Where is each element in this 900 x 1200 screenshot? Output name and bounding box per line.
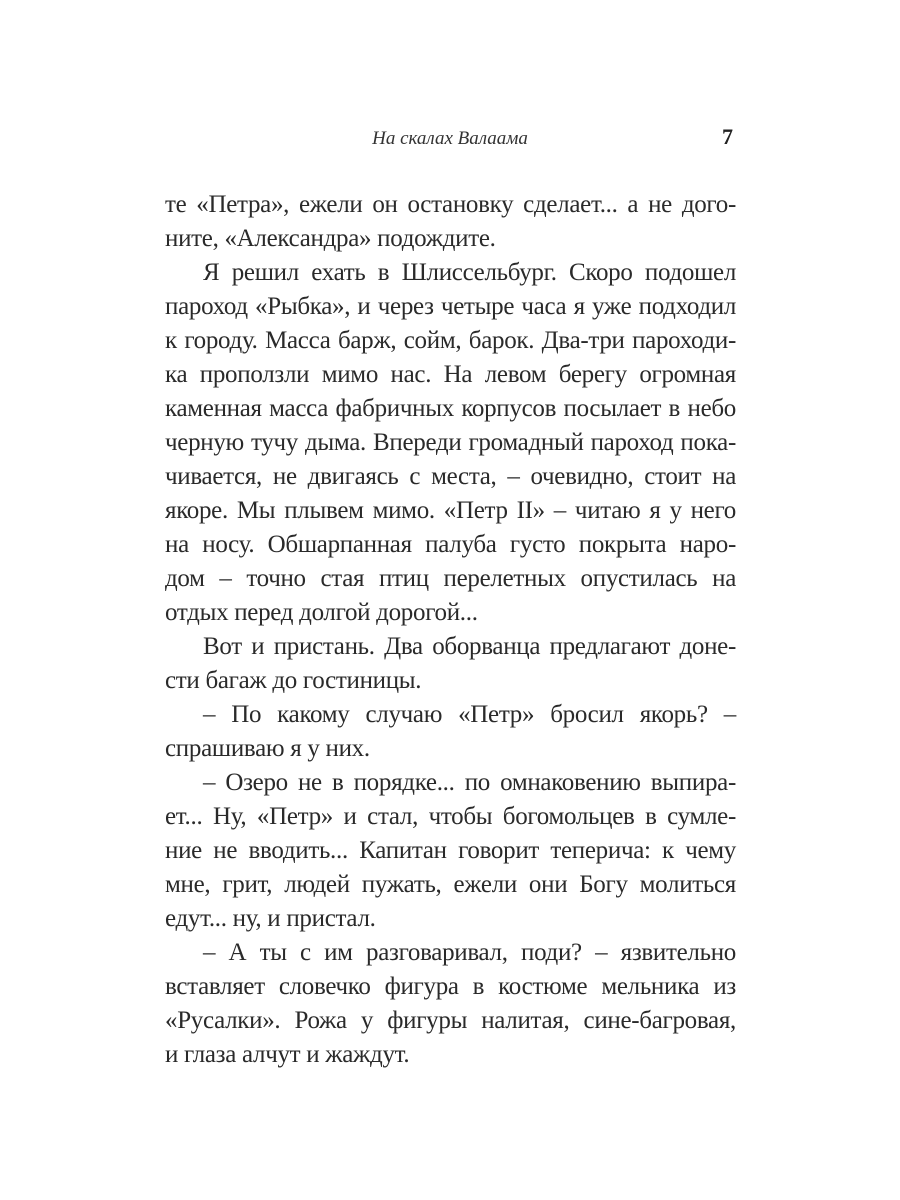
text-line: на носу. Обшарпанная палуба густо покрыта наро-	[165, 531, 736, 558]
text-line: спрашиваю я у них.	[165, 735, 370, 762]
text-line: – Озеро не в порядке... по омнаковению выпира-	[203, 769, 736, 796]
text-line: к городу. Масса барж, сойм, барок. Два-три пароходи-	[165, 327, 736, 354]
text-line: дом – точно стая птиц перелетных опустилась на	[165, 565, 736, 592]
text-line: мне, грит, людей пужать, ежели они Богу молиться	[165, 871, 736, 898]
text-line: Я решил ехать в Шлиссельбург. Скоро подошел	[203, 259, 736, 286]
running-title: На скалах Валаама	[372, 128, 528, 149]
text-line: те «Петра», ежели он остановку сделает... а не дого-	[165, 191, 736, 218]
text-line: чивается, не двигаясь с места, – очевидно, стоит на	[165, 463, 736, 490]
text-line: Вот и пристань. Два оборванца предлагают доне-	[203, 633, 736, 660]
body-text	[165, 188, 736, 1072]
text-line: ка проползли мимо нас. На левом берегу огромная	[165, 361, 736, 388]
text-line: ние не вводить... Капитан говорит теперича: к чему	[165, 837, 736, 864]
text-line: вставляет словечко фигура в костюме мельника из	[165, 973, 736, 1000]
page-number: 7	[722, 124, 733, 149]
text-line: ет... Ну, «Петр» и стал, чтобы богомольцев в сумле-	[165, 803, 736, 830]
text-line: каменная масса фабричных корпусов посылает в небо	[165, 395, 736, 422]
text-line: якоре. Мы плывем мимо. «Петр II» – читаю я у него	[165, 497, 736, 524]
text-line: сти багаж до гостиницы.	[165, 667, 422, 694]
text-line: – А ты с им разговаривал, поди? – язвительно	[203, 939, 736, 966]
text-line: отдых перед долгой дорогой...	[165, 599, 478, 626]
text-line: ните, «Александра» подождите.	[165, 225, 496, 252]
text-line: черную тучу дыма. Впереди громадный пароход пока-	[165, 429, 736, 456]
text-line: едут... ну, и пристал.	[165, 905, 376, 932]
text-line: «Русалки». Рожа у фигуры налитая, сине-багровая,	[165, 1007, 736, 1034]
text-line: пароход «Рыбка», и через четыре часа я уже подходил	[165, 293, 736, 320]
text-line: и глаза алчут и жаждут.	[165, 1041, 410, 1068]
page-header	[165, 124, 735, 156]
text-line: – По какому случаю «Петр» бросил якорь? –	[203, 701, 736, 728]
